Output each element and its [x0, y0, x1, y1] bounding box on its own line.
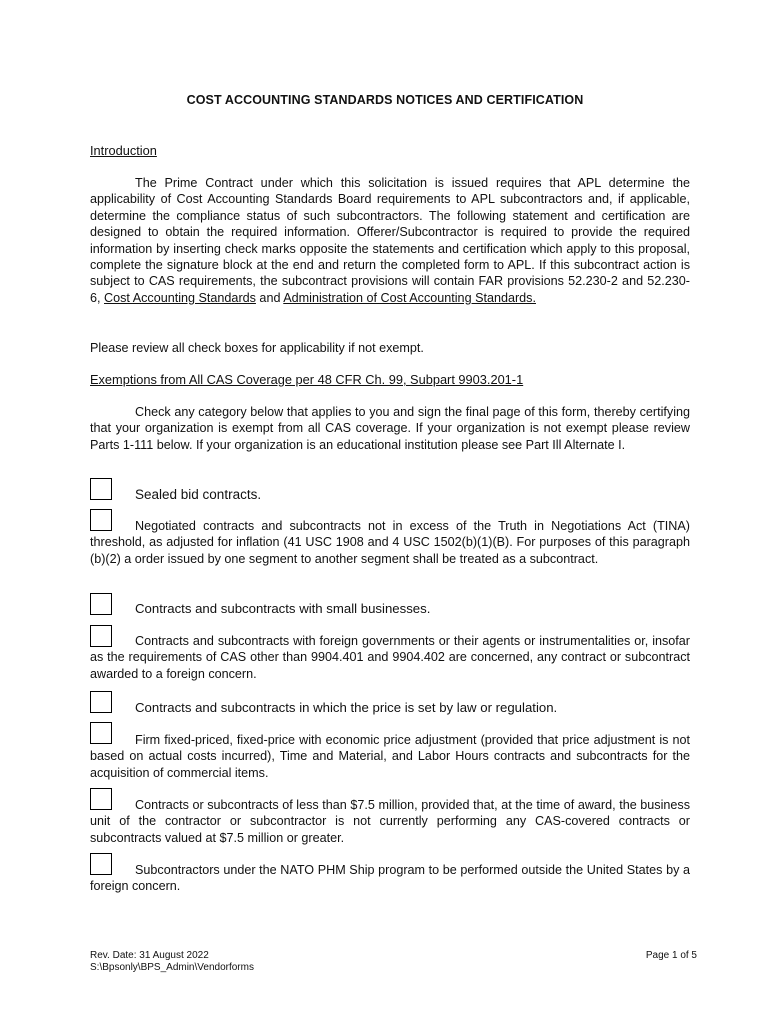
item-negotiated-contracts: Negotiated contracts and subcontracts not in excess of the Truth in Negotiations Act (TINA) threshold, as adjusted for inflation (41 USC 1908 and 4 USC 1502(b)(1)(B). For purposes of this paragraph (b)(2) a order issued by one segment to another segment shall be treated as a subcontract. [90, 519, 690, 566]
item-small-businesses: Contracts and subcontracts with small businesses. [135, 601, 431, 616]
item-price-set-by-law: Contracts and subcontracts in which the price is set by law or regulation. [135, 700, 558, 715]
footer-left [90, 950, 254, 974]
item-nato-phm: Subcontractors under the NATO PHM Ship program to be performed outside the United States by a foreign concern. [90, 863, 690, 894]
administration-cas-link: Administration of Cost Accounting Standards. [283, 290, 536, 305]
item-fixed-price: Firm fixed-priced, fixed-price with economic price adjustment (provided that price adjustment is not based on actual costs incurred), Time and Material, and Labor Hours contracts and subcontracts for the acquisition of commercial items. [90, 733, 690, 780]
item-sealed-bid: Sealed bid contracts. [135, 487, 262, 502]
introduction-body: The Prime Contract under which this solicitation is issued requires that APL determine the applicability of Cost Accounting Standards Board requirements to APL subcontractors and, if applicable, determine the compliance status of such subcontractors. The following statement and certification are designed to obtain the required information. Offerer/Subcontractor is required to provide the required information by inserting check marks opposite the statements and certification which apply to this proposal, complete the signature block at the end and return the completed form to APL. If this subcontract action is subject to CAS requirements, the subcontract provisions will contain FAR provisions 52.230-2 and 52.230-6, Cost Accounting Standards and Administration of Cost Accounting Standards. [90, 176, 690, 305]
cost-accounting-standards-link: Cost Accounting Standards [104, 290, 256, 305]
file-path: S:\Bpsonly\BPS_Admin\Vendorforms [90, 962, 254, 973]
revision-date: Rev. Date: 31 August 2022 [90, 950, 209, 961]
item-less-than-7-5-million: Contracts or subcontracts of less than $7.5 million, provided that, at the time of award, the business unit of the contractor or subcontractor is not currently performing any CAS-covered contracts or subcontracts valued at $7.5 million or greater. [90, 798, 690, 845]
exemptions-body: Check any category below that applies to you and sign the final page of this form, thereby certifying that your organization is exempt from all CAS coverage. If your organization is not exempt please review Parts 1-111 below. If your organization is an educational institution please see Part Ill Alternate I. [90, 405, 690, 452]
item-foreign-governments: Contracts and subcontracts with foreign governments or their agents or instrumentalities or, insofar as the requirements of CAS other than 9904.401 and 9904.402 are concerned, any contract or subcontract awarded to a foreign concern. [90, 634, 690, 681]
review-note: Please review all check boxes for applicability if not exempt. [90, 341, 424, 355]
page-title: COST ACCOUNTING STANDARDS NOTICES AND CERTIFICATION [186, 93, 584, 107]
exemptions-heading: Exemptions from All CAS Coverage per 48 CFR Ch. 99, Subpart 9903.201-1 [90, 372, 524, 387]
introduction-text: The Prime Contract under which this solicitation is issued requires that APL determine the applicability of Cost Accounting Standards Board requirements to APL subcontractors and, if applicable, determine the compliance status of such subcontractors. The following statement and certification are designed to obtain the required information. Offerer/Subcontractor is required to provide the required information by inserting check marks opposite the statements and certification which apply to this proposal, complete the signature block at the end and return the completed form to APL. If this subcontract action is subject to CAS requirements, the subcontract provisions will contain FAR provisions 52.230-2 and 52.230-6, [90, 176, 690, 305]
page-number: Page 1 of 5 [645, 950, 697, 961]
introduction-heading: Introduction [90, 143, 157, 158]
